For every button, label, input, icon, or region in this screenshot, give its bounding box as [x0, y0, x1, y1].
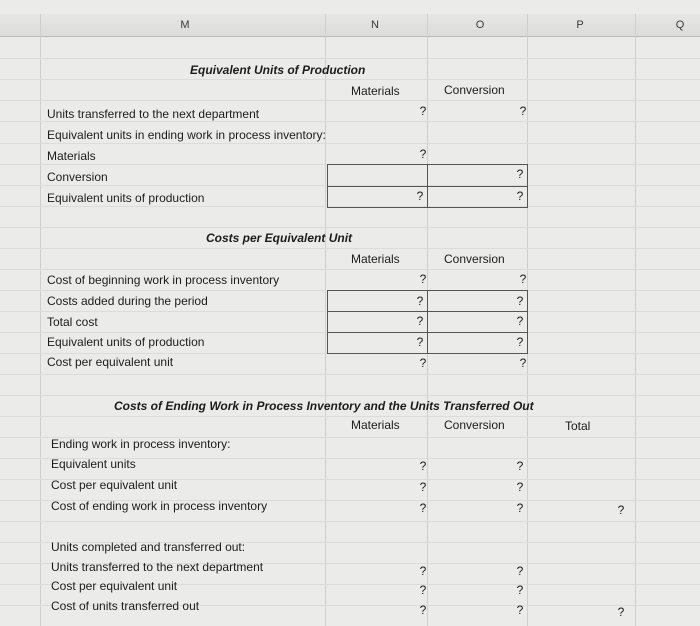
- value-cell[interactable]: ?: [516, 189, 524, 203]
- grid-line: [0, 248, 700, 249]
- value-cell[interactable]: ?: [416, 294, 424, 308]
- row-label: Conversion: [47, 170, 108, 184]
- grid-line: [0, 521, 700, 522]
- value-cell[interactable]: ?: [419, 603, 427, 617]
- row-label: Cost of ending work in process inventory: [51, 499, 268, 513]
- value-cell[interactable]: ?: [419, 501, 427, 515]
- column-header-p[interactable]: P: [576, 19, 584, 31]
- column-header-n[interactable]: N: [371, 19, 379, 31]
- col-label-total: Total: [565, 419, 591, 433]
- row-label: Units transferred to the next department: [47, 107, 260, 121]
- section-title-costs-per-unit: Costs per Equivalent Unit: [206, 231, 353, 245]
- row-label: Cost per equivalent unit: [51, 579, 178, 593]
- grid-line: [0, 395, 700, 396]
- value-cell[interactable]: ?: [516, 459, 524, 473]
- value-cell[interactable]: ?: [419, 480, 427, 494]
- section-title-ending-wip: Costs of Ending Work in Process Inventory and the Units Transferred Out: [114, 399, 534, 413]
- value-cell[interactable]: ?: [516, 501, 524, 515]
- grid-line: [0, 100, 700, 101]
- grid-line: [0, 121, 700, 122]
- row-label: Equivalent units of production: [47, 191, 205, 205]
- value-cell[interactable]: ?: [516, 564, 524, 578]
- col-label-conversion: Conversion: [444, 418, 505, 432]
- grid-line: [325, 14, 326, 626]
- value-cell[interactable]: ?: [419, 272, 427, 286]
- grid-line: [0, 58, 700, 59]
- value-cell[interactable]: ?: [519, 356, 527, 370]
- value-cell[interactable]: ?: [516, 480, 524, 494]
- value-cell[interactable]: ?: [516, 314, 524, 328]
- row-label: Units completed and transferred out:: [51, 540, 246, 554]
- col-label-materials: Materials: [351, 252, 400, 266]
- value-cell[interactable]: ?: [416, 335, 424, 349]
- row-label: Cost per equivalent unit: [47, 355, 174, 369]
- row-label: Equivalent units in ending work in process inventory:: [47, 128, 326, 142]
- value-cell[interactable]: ?: [416, 314, 424, 328]
- grid-line: [0, 79, 700, 80]
- row-label: Total cost: [47, 315, 98, 329]
- col-label-materials: Materials: [351, 418, 400, 432]
- value-cell[interactable]: ?: [419, 356, 427, 370]
- value-cell[interactable]: ?: [516, 335, 524, 349]
- section-title-equivalent-units: Equivalent Units of Production: [190, 63, 366, 77]
- grid-line: [0, 416, 700, 417]
- row-label: Cost of units transferred out: [51, 599, 200, 613]
- column-header-q[interactable]: Q: [675, 19, 685, 31]
- row-label: Equivalent units of production: [47, 335, 205, 349]
- input-box-costs-row: [327, 311, 528, 333]
- row-label: Units transferred to the next department: [51, 560, 264, 574]
- input-box-eu: [327, 186, 528, 208]
- col-label-conversion: Conversion: [444, 252, 505, 266]
- grid-line: [635, 14, 636, 626]
- row-label: Materials: [47, 149, 96, 163]
- grid-line: [40, 14, 41, 626]
- value-cell[interactable]: ?: [516, 603, 524, 617]
- value-cell[interactable]: ?: [419, 147, 427, 161]
- grid-line: [0, 374, 700, 375]
- grid-line: [0, 269, 700, 270]
- grid-line: [0, 143, 700, 144]
- value-cell[interactable]: ?: [416, 189, 424, 203]
- value-cell[interactable]: ?: [419, 104, 427, 118]
- column-header-m[interactable]: M: [180, 19, 190, 31]
- row-label: Cost of beginning work in process inventory: [47, 273, 280, 287]
- col-label-materials: Materials: [351, 84, 400, 98]
- column-header-o[interactable]: O: [475, 19, 485, 31]
- value-cell[interactable]: ?: [419, 459, 427, 473]
- value-cell[interactable]: ?: [516, 583, 524, 597]
- row-label: Cost per equivalent unit: [51, 478, 178, 492]
- col-label-conversion: Conversion: [444, 83, 505, 97]
- value-cell[interactable]: ?: [419, 583, 427, 597]
- value-cell[interactable]: ?: [516, 167, 524, 181]
- grid-line: [0, 227, 700, 228]
- row-label: Ending work in process inventory:: [51, 437, 231, 451]
- value-cell[interactable]: ?: [519, 272, 527, 286]
- value-cell[interactable]: ?: [516, 294, 524, 308]
- value-cell[interactable]: ?: [419, 564, 427, 578]
- value-cell[interactable]: ?: [617, 503, 625, 517]
- value-cell[interactable]: ?: [519, 104, 527, 118]
- value-cell[interactable]: ?: [617, 605, 625, 619]
- row-label: Costs added during the period: [47, 294, 208, 308]
- row-label: Equivalent units: [51, 457, 136, 471]
